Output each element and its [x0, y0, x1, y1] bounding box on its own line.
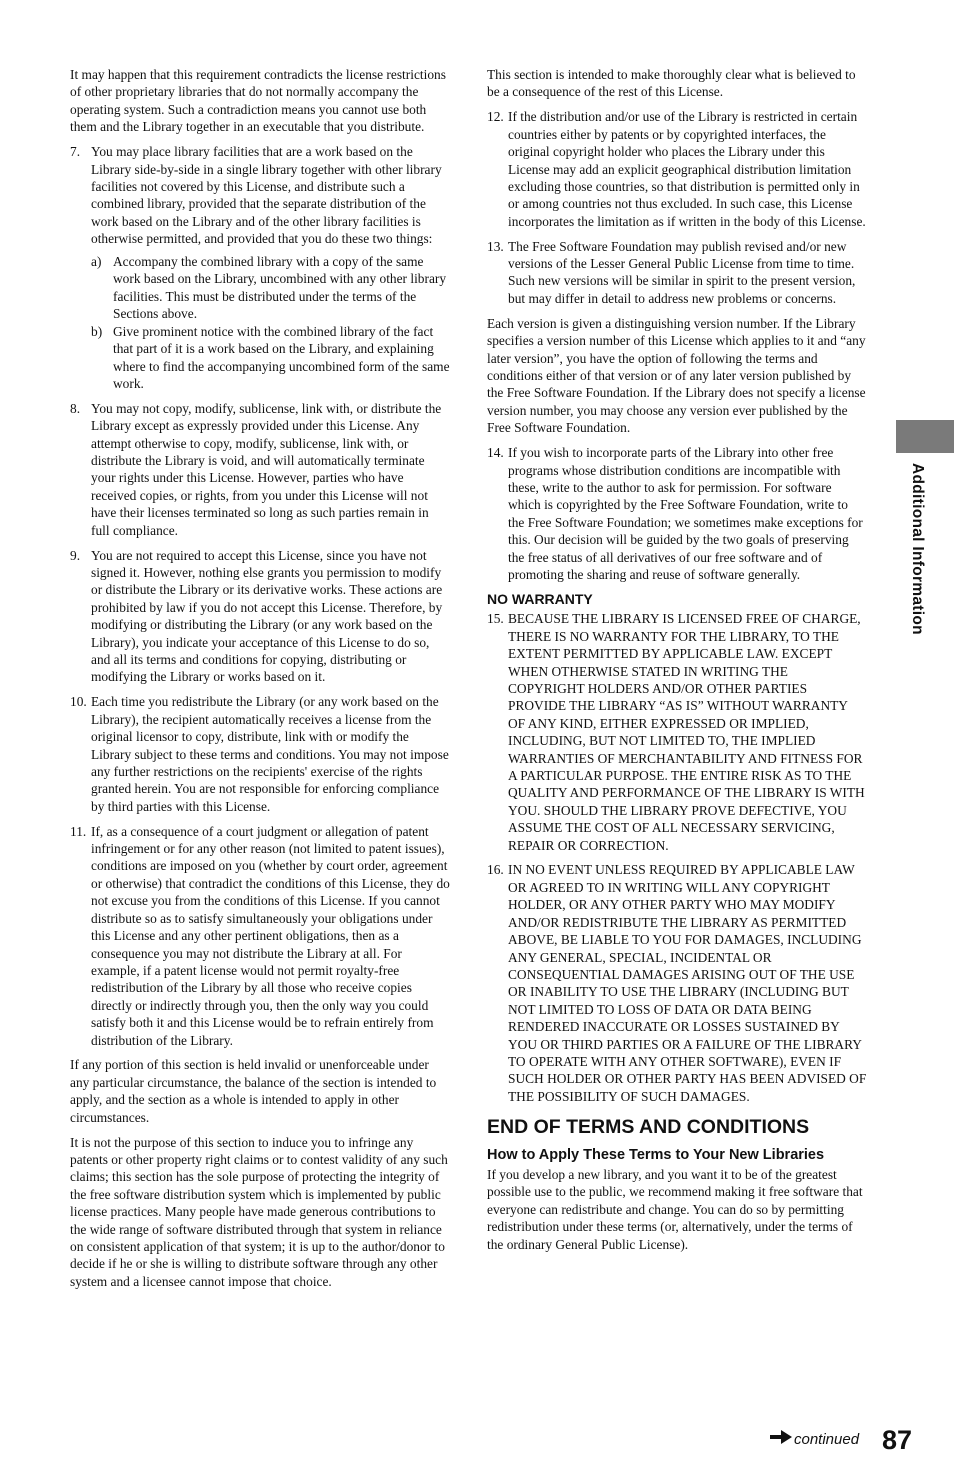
list-item-10	[70, 693, 450, 815]
sublist-7	[70, 253, 450, 392]
item-text: You are not required to accept this License, since you have not signed it. However, nothing else grants you permission to modify or distribute the Library or its derivative works. These actions are prohibited by law if you do not accept this License. Therefore, by modifying or distributing the Library (or any work based on the Library), you indicate your acceptance of this License to do so, and all its terms and conditions for copying, distributing or modifying the Library or works based on it.	[91, 547, 443, 685]
page-number: 87	[882, 1425, 913, 1455]
list-item-14	[487, 444, 867, 583]
item-number: 9.	[70, 547, 81, 563]
list-item-15	[487, 610, 867, 854]
paragraph-intro: It may happen that this requirement contradicts the license restrictions of other proprietary libraries that do not normally accompany the operating system. Such a contradiction means you cannot use both them and the Library together in an executable that you distribute.	[70, 67, 446, 135]
paragraph-purpose: It is not the purpose of this section to induce you to infringe any patents or other property right claims or to contest validity of any such claims; this section has the sole purpose of protecting the integrity of the free software distribution system which is implemented by public license practices. Many people have made generous contributions to the wide range of software distributed through that system in reliance on consistent application of that system; it is up to the author/donor to decide if he or she is willing to distribute software through any other system and a licensee cannot impose that choice.	[70, 1134, 448, 1289]
paragraph-intended: This section is intended to make thoroughly clear what is believed to be a consequence of the rest of this License.	[487, 67, 856, 100]
item-text: You may place library facilities that are a work based on the Library side-by-side in a single library together with other library facilities not covered by this License, and distribute such a combined library, provided that the separate distribution of the work based on the Library and of the other library facilities is otherwise permitted, and provided that you do these two things:	[91, 144, 442, 247]
right-column	[487, 66, 867, 1261]
item-number: 12.	[487, 109, 504, 125]
paragraph-invalid: If any portion of this section is held invalid or unenforceable under any particular circumstance, the balance of the section is intended to apply, and the section as a whole is intended to apply in other circumstances.	[70, 1057, 437, 1125]
item-text: IN NO EVENT UNLESS REQUIRED BY APPLICABLE LAW OR AGREED TO IN WRITING WILL ANY COPYRIGHT HOLDER, OR ANY OTHER PARTY WHO MAY MODIFY AND/OR REDISTRIBUTE THE LIBRARY AS PERMITTED ABOVE, BE LIABLE TO YOU FOR DAMAGES, INCLUDING ANY GENERAL, SPECIAL, INCIDENTAL OR CONSEQUENTIAL DAMAGES ARISING OUT OF THE USE OR INABILITY TO USE THE LIBRARY (INCLUDING BUT NOT LIMITED TO LOSS OF DATA OR DATA BEING RENDERED INACCURATE OR LOSSES SUSTAINED BY YOU OR THIRD PARTIES OR A FAILURE OF THE LIBRARY TO OPERATE WITH ANY OTHER SOFTWARE), EVEN IF SUCH HOLDER OR OTHER PARTY HAS BEEN ADVISED OF THE POSSIBILITY OF SUCH DAMAGES.	[508, 862, 867, 1104]
item-number: 11.	[70, 823, 87, 839]
list-item-11	[70, 823, 450, 1049]
item-text: If the distribution and/or use of the Library is restricted in certain countries either by patents or by copyrighted interfaces, the original copyright holder who places the Library under this License may add an explicit geographical distribution limitation excluding those countries, so that distribution is permitted only in or among countries not thus excluded. In such case, this License incorporates the limitation as if written in the body of this License.	[508, 109, 866, 229]
sublist-item-b	[70, 323, 450, 393]
item-text: If you wish to incorporate parts of the Library into other free programs whose distribution conditions are incompatible with these, write to the author to ask for permission. For software which is copyrighted by the Free Software Foundation, write to the Free Software Foundation; we sometimes make exceptions for this. Our decision will be guided by the two goals of preserving the free status of all derivatives of our free software and of promoting the sharing and reuse of software generally.	[508, 445, 863, 582]
item-number: 10.	[70, 694, 87, 710]
continued-indicator	[770, 1428, 859, 1450]
subitem-letter: b)	[91, 323, 103, 339]
how-to-apply-heading: How to Apply These Terms to Your New Libraries	[487, 1146, 825, 1163]
item-number: 8.	[70, 400, 81, 416]
section-tab-label: Additional Information	[909, 463, 926, 635]
item-text: If, as a consequence of a court judgment or allegation of patent infringement or for any other reason (not limited to patent issues), conditions are imposed on you (whether by court order, agreement or otherwise) that contradict the conditions of this License, they do not excuse you from the conditions of this License. If you cannot distribute so as to satisfy simultaneously your obligations under this License and any other pertinent obligations, then as a consequence you may not distribute the Library at all. For example, if a patent license would not permit royalty-free redistribution of the Library by all those who receive copies directly or indirectly through you, then the only way you could satisfy both it and this License would be to refrain entirely from distribution of the Library.	[91, 823, 450, 1048]
item-text: The Free Software Foundation may publish revised and/or new versions of the Lesser General Public License from time to time. Such new versions will be similar in spirit to the present version, but may differ in detail to address new problems or concerns.	[508, 238, 856, 306]
item-number: 7.	[70, 144, 81, 160]
item-number: 14.	[487, 445, 504, 461]
paragraph-how: If you develop a new library, and you want it to be of the greatest possible use to the public, we recommend making it free software that everyone can redistribute and change. You can do so by permitting redistribution under these terms (or, alternatively, under the terms of the ordinary General Public License).	[487, 1166, 863, 1252]
item-text: BECAUSE THE LIBRARY IS LICENSED FREE OF CHARGE, THERE IS NO WARRANTY FOR THE LIBRARY, TO THE EXTENT PERMITTED BY APPLICABLE LAW. EXCEPT WHEN OTHERWISE STATED IN WRITING THE COPYRIGHT HOLDERS AND/OR OTHER PARTIES PROVIDE THE LIBRARY “AS IS” WITHOUT WARRANTY OF ANY KIND, EITHER EXPRESSED OR IMPLIED, INCLUDING, BUT NOT LIMITED TO, THE IMPLIED WARRANTIES OF MERCHANTABILITY AND FITNESS FOR A PARTICULAR PURPOSE. THE ENTIRE RISK AS TO THE QUALITY AND PERFORMANCE OF THE LIBRARY IS WITH YOU. SHOULD THE LIBRARY PROVE DEFECTIVE, YOU ASSUME THE COST OF ALL NECESSARY SERVICING, REPAIR OR CORRECTION.	[508, 611, 865, 853]
list-item-13	[487, 238, 867, 308]
paragraph-version: Each version is given a distinguishing version number. If the Library specifies a version number of this License which applies to it and “any later version”, you have the option of following the terms and conditions either of that version or of any later version published by the Free Software Foundation. If the Library does not specify a license version number, you may choose any version ever published by the Free Software Foundation.	[487, 315, 866, 436]
list-item-8	[70, 400, 450, 539]
sublist-item-a	[70, 253, 450, 323]
subitem-text: Accompany the combined library with a copy of the same work based on the Library, uncombined with any other library facilities. This must be distributed under the terms of the Sections above.	[113, 254, 447, 322]
item-number: 16.	[487, 862, 504, 878]
item-text: You may not copy, modify, sublicense, link with, or distribute the Library except as expressly provided under this License. Any attempt otherwise to copy, modify, sublicense, link with, or distribute the Library is void, and will automatically terminate your rights under this License. However, parties who have received copies, or rights, from you under this License will not have their licenses terminated so long as such parties remain in full compliance.	[91, 400, 442, 538]
arrow-right-icon	[770, 1430, 792, 1448]
list-item-9	[70, 547, 450, 686]
left-column	[70, 66, 450, 1298]
subitem-letter: a)	[91, 254, 102, 270]
list-item-12	[487, 108, 867, 230]
subitem-text: Give prominent notice with the combined library of the fact that part of it is a work based on the Library, and explaining where to find the accompanying uncombined form of the same work.	[113, 323, 450, 391]
list-item-16	[487, 861, 867, 1105]
section-tab-marker	[896, 420, 954, 453]
no-warranty-heading: NO WARRANTY	[487, 590, 593, 607]
list-item-7	[70, 143, 450, 247]
item-text: Each time you redistribute the Library (or any work based on the Library), the recipient automatically receives a license from the original licensor to copy, distribute, link with or modify the Library subject to these terms and conditions. You may not impose any further restrictions on the recipients' exercise of the rights granted herein. You are not responsible for enforcing compliance by third parties with this License.	[91, 694, 449, 814]
end-of-terms-heading: END OF TERMS AND CONDITIONS	[487, 1116, 810, 1139]
item-number: 13.	[487, 238, 504, 254]
continued-label: continued	[794, 1430, 860, 1448]
item-number: 15.	[487, 611, 504, 627]
